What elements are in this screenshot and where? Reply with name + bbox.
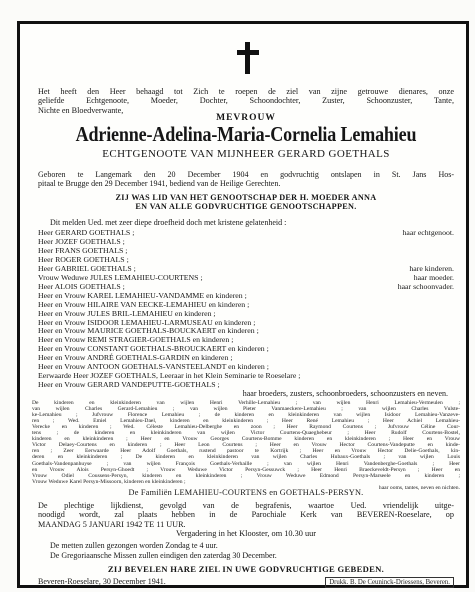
mourner-name: Heer en Vrouw ISIDOOR LEMAHIEU-LARMUSEAU en kinderen ;	[38, 317, 256, 327]
mourner-name: Heer JOZEF GOETHALS ;	[38, 236, 125, 246]
fine-print-line: ren ; Wed. Emiel Lemahieu-Dael, kinderen en kleinkinderen ; Heer René Lemahieu ; Heer Achiel Lemahieu-	[32, 418, 460, 425]
fine-print-line: tens ; de kinderen en kleinkinderen van wijlen Victor Courtens-Quaeghebeur ; Heer Rudolf Courtens-Bostel,	[32, 430, 460, 437]
gathering-line: Vergadering in het Klooster, om 10.30 uur	[175, 529, 317, 538]
fine-print-line: De kinderen en kleinkinderen van wijlen Henri Verhille-Lemahieu ; van wijlen Henri Lemahieu-Vermeulen ;	[32, 400, 460, 406]
fine-print-line: deren en kleinkinderen ; De kinderen en kleinkinderen van wijlen Charles Hubaux-Goethals ; van wijlen Louis	[32, 454, 460, 461]
fine-print-line: Vrouw Odiel Coussens-Persyn, kinderen en kleinkinderen ; Vrouw Weduwe Edmond Persyn-Marseele en kinderen ;	[32, 472, 460, 479]
fine-print-line: Victor Delaey-Courtens en kinderen ; Heer Leon Courtens ; Heer en Vrouw Hector Courtens-Vandeputte en kinde-	[32, 442, 460, 449]
mourner-name: Heer GERARD GOETHALS ;	[38, 228, 135, 237]
mourner-name: Vrouw Weduwe JULES LEMAHIEU-COURTENS ;	[38, 272, 203, 282]
printer-credit: Drukk. B. De Ceuninck-Driessens, Beveren.	[325, 577, 454, 588]
mourner-name: Heer en Vrouw HILAIRE VAN EECKE-LEMAHIEU en kinderen ;	[38, 299, 250, 309]
fine-print-line: ren ; Zeer Eerwaarde Heer Adolf Goethals, rustend pastoor te Kortrijk ; Heer en Vrouw Hector Delie-Goethals, kin-	[32, 448, 460, 455]
funeral-line: De plechtige lijkdienst, gevolgd van de begrafenis, waartoe Ued. vriendelijk uitge-	[38, 501, 454, 510]
society-line: ZIJ WAS LID VAN HET GENOOTSCHAP DER H. MOEDER ANNA	[115, 193, 377, 202]
mourner-name: Heer en Vrouw GERARD VANDEPUTTE-GOETHALS ;	[38, 380, 220, 390]
deceased-name: Adrienne-Adelina-Maria-Cornelia Lemahieu	[75, 122, 417, 146]
mourner-name: Heer ROGER GOETHALS ;	[38, 254, 129, 264]
fine-print-line: kinderen en kleinkinderen ; Heer en Vrouw Georges Courtens-Bomme kinderen en kleinkinderen ; Heer en Vrouw	[32, 436, 460, 443]
spouse-line: ECHTGENOOTE VAN MIJNHEER GERARD GOETHALS	[102, 148, 390, 160]
mourner-name: Heer en Vrouw JULES BRIL-LEMAHIEU en kinderen ;	[38, 308, 216, 318]
mourner-role: haar moeder.	[413, 272, 454, 282]
fine-print-line: Goethals-Vandenpanhuyse ; van wijlen François Goethals-Verhaille ; van wijlen Henri Vandenberghe-Goethals ; Heer	[32, 460, 460, 467]
masses-line: De metten zullen gezongen worden Zondag te 4 uur.	[50, 541, 218, 550]
mourner-role: hare kinderen.	[409, 263, 454, 273]
funeral-line: MAANDAG 5 JANUARI 1942 TE 11 UUR.	[38, 519, 186, 529]
notice-line: Dit melden Ued. met zeer diepe droefheid doch met kristene gelatenheid :	[50, 218, 287, 227]
mourner-name: Heer en Vrouw ANDRÉ GOETHALS-GARDIN en kinderen ;	[38, 353, 233, 363]
mourner-name: Heer ALOIS GOETHALS ;	[38, 281, 125, 291]
fine-print-line: Verecke en kinderen ; Wed. Céleste Lemahieu-Delberghe en zoon ; Heer Raymond Courtens ; Jufvrouw Céline Cour-	[32, 424, 460, 431]
mourner-name: Heer en Vrouw ANTOON GOETHALS-VANSTEELANDT en kinderen ;	[38, 362, 269, 372]
fine-print-line: haar ooms, tantes, neven en nichten.	[378, 484, 460, 491]
funeral-line: noodigd wordt, zal plaats hebben in de Parochiale Kerk van BEVEREN-Roeselare, op	[38, 510, 454, 520]
honorific: MEVROUW	[216, 113, 276, 123]
masses-line: De Gregoriaansche Missen zullen eindigen den zaterdag 30 December.	[50, 551, 277, 560]
mourner-role: haar echtgenoot.	[402, 228, 454, 237]
mourner-name: Heer en Vrouw REMI STRAGIER-GOETHALS en kinderen ;	[38, 335, 234, 345]
black-mourning-border	[17, 21, 469, 588]
mourner-role: haar schoonvader.	[397, 281, 454, 291]
intro-line: Het heeft den Heer behaagd tot Zich te roepen de ziel van zijne getrouwe dienares, onze	[38, 87, 454, 96]
society-line: EN VAN ALLE GODVRUCHTIGE GENOOTSCHAPPEN.	[135, 202, 357, 211]
mourner-name: Heer en Vrouw CONSTANT GOETHALS-BROUCKAERT en kinderen ;	[38, 344, 269, 354]
fine-print-line: van wijlen Charles Gerard-Lemahieu ; van wijlen Pieter Vanmaeckere-Lemahieu ; van wijlen Charles Vulste-	[32, 406, 460, 413]
mourner-name: Eerwaarde Heer JOZEF GOETHALS, Leeraar in het Klein Seminarie te Roeselare ;	[38, 371, 301, 381]
cross-icon	[237, 42, 259, 74]
birth-death-line: pitaal te Brugge den 29 December 1941, bediend van de Heilige Gerechten.	[38, 179, 281, 188]
fine-print-line: en Vrouw Alois Persyn-Ghoedt ; Vrouw Weduwe Victor Persyn-Gessuwck ; Heer Henri Braeckeveldt-Persyn ; Heer en	[32, 466, 460, 473]
mourner-name: Heer en Vrouw KAREL LEMAHIEU-VANDAMME en kinderen ;	[38, 290, 247, 300]
prayer-line: ZIJ BEVELEN HARE ZIEL IN UWE GODVRUCHTIGE GEBEDEN.	[107, 564, 385, 574]
fine-print-line: ke-Lemahieu ; Jufvrouw Florence Lemahieu ; de kinderen en kleinkinderen van wijlen Isidoor Lemahieu-Vanzeve-	[32, 412, 460, 419]
place-date: Beveren-Roeselare, 30 December 1941.	[38, 577, 166, 586]
siblings-role: haar broeders, zusters, schoonbroeders, schoonzusters en neven.	[242, 389, 448, 398]
birth-death-line: Geboren te Langemark den 20 December 1904 en godvruchtig ontslapen in St. Jans Hos-	[38, 170, 454, 179]
fine-print-line: Vrouw Weduwe Karel Persyn-Missoorn, kinderen en kleinkinderen ;	[32, 478, 186, 485]
intro-line: Nichte en Bloedverwante,	[38, 105, 124, 115]
intro-line: geliefde Echtgenoote, Moeder, Dochter, Schoondochter, Zuster, Schoonzuster, Tante,	[38, 96, 454, 106]
mourner-name: Heer GABRIEL GOETHALS ;	[38, 263, 136, 273]
mourner-name: Heer en Vrouw MAURICE GOETHALS-BOUCKAERT en kinderen ;	[38, 326, 259, 336]
families-line: De Familiën LEMAHIEU-COURTENS en GOETHALS-PERSYN.	[128, 488, 364, 497]
mourner-name: Heer FRANS GOETHALS ;	[38, 245, 128, 255]
